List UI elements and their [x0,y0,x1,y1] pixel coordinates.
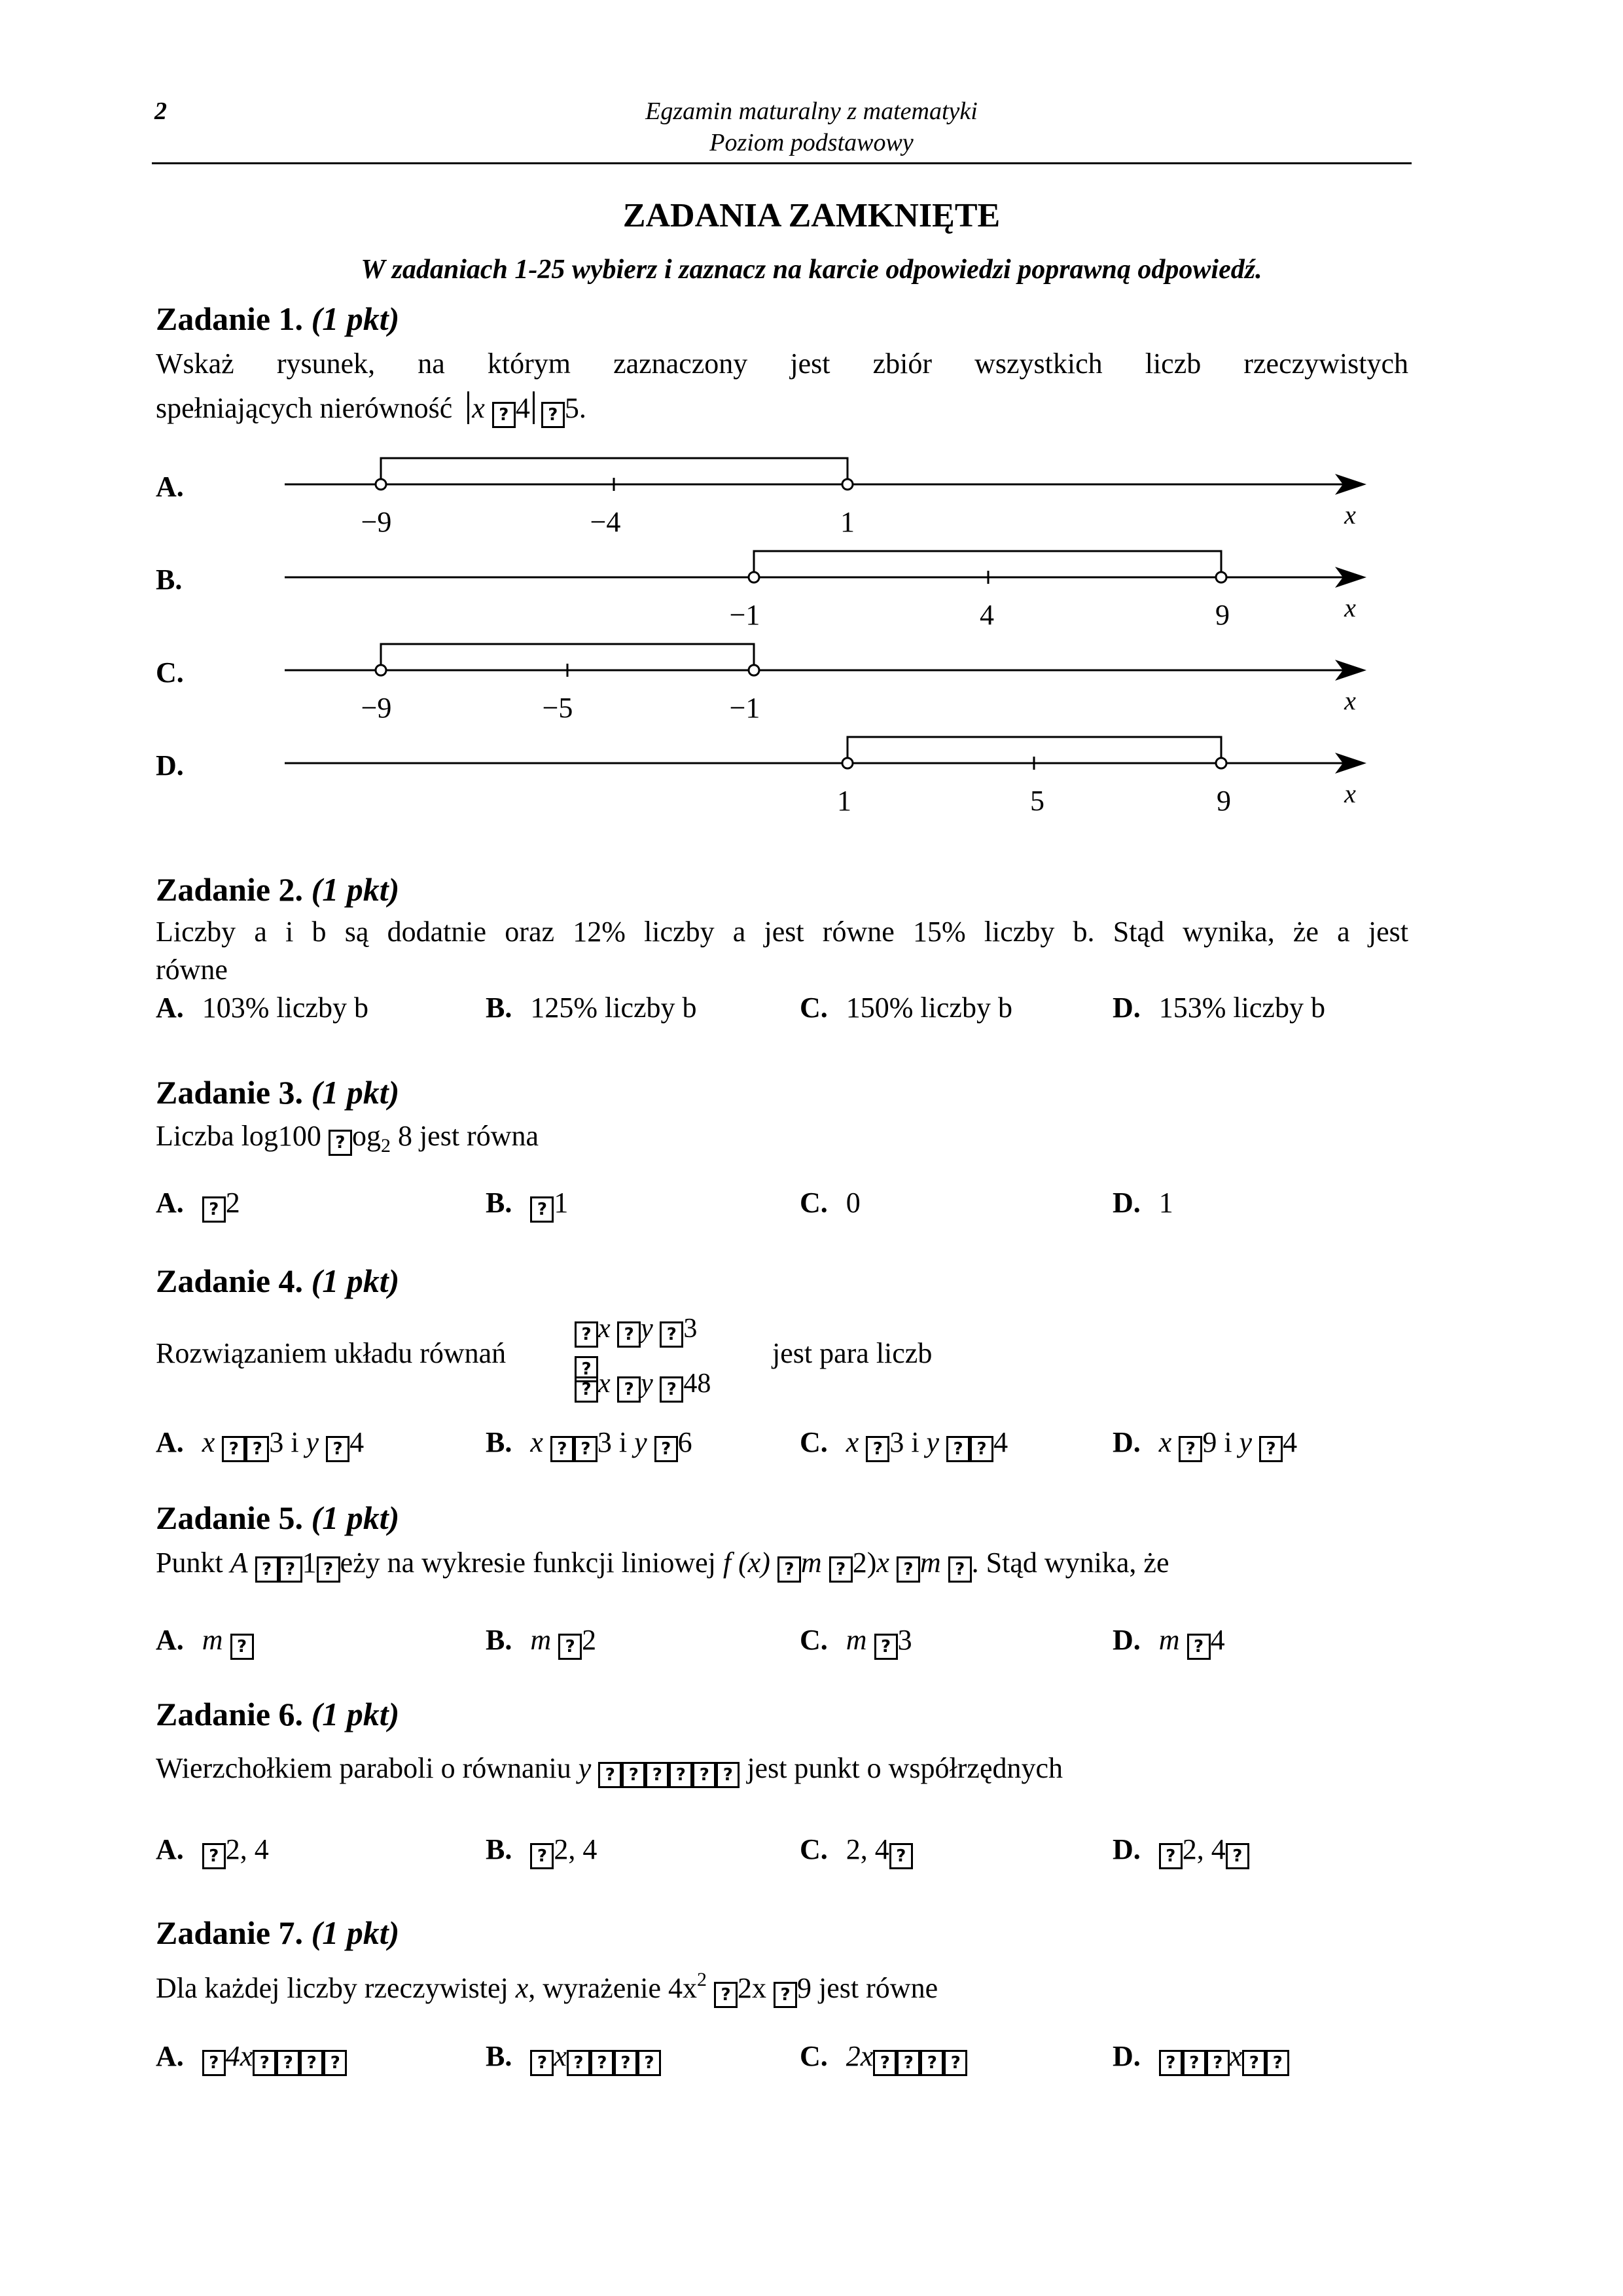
unknown-symbol-icon: ? [866,1436,889,1462]
conj: i [618,1426,628,1458]
unknown-symbol-icon: ? [897,2050,920,2076]
task-5-option-a[interactable] [156,1623,254,1660]
task-5-text-b: eży na wykresie funkcji liniowej [340,1547,716,1579]
abs-bar-right [533,391,535,424]
open-endpoint [749,665,759,675]
option-y: 4 [349,1426,365,1458]
open-endpoint [1216,572,1226,583]
task-1-option-a-label[interactable]: A. [156,471,184,503]
task-1-text-line2 [156,391,586,428]
task-2-text-line1: Liczby a i b są dodatnie oraz 12% liczby a jest równe 15% liczby b. Stąd wynika, że a jest [156,916,1408,948]
task-7-expr-c: 9 [797,1972,812,2004]
task-5-text-c: . Stąd wynika, że [971,1547,1169,1579]
header-title: Egzamin maturalny z matematyki [645,98,978,125]
task-1-heading [156,300,399,338]
task-2-text-line2: równe [156,954,228,986]
task-4-eq2 [575,1368,711,1403]
task-3-heading [156,1073,399,1111]
task-6-option-b[interactable] [486,1833,597,1869]
option-x: 9 [1202,1426,1217,1458]
unknown-symbol-icon: ? [574,1436,597,1462]
axis-var-label: x [1344,500,1356,529]
option-var: m [530,1624,552,1656]
task-6-option-d[interactable] [1113,1833,1249,1869]
task-3-sub: 2 [380,1135,391,1157]
task-5-two: 2 [852,1547,867,1579]
eq-const: 3 [683,1314,698,1344]
tick-label: 9 [1215,599,1230,631]
ineq-d2: 5 [564,392,579,424]
unknown-symbol-icon: ? [660,1321,683,1348]
tick-label: 9 [1217,785,1231,817]
unknown-symbol-icon: ? [617,1376,641,1403]
task-7-text-b: , wyrażenie [528,1972,662,2004]
unknown-symbol-icon: ? [202,1196,226,1223]
option-y: 4 [993,1426,1008,1458]
option-y: 6 [677,1426,692,1458]
unknown-symbol-icon: ? [660,1376,683,1403]
option-value: 0 [846,1187,861,1219]
unknown-symbol-icon: ? [590,2050,614,2076]
eq-var: y [641,1314,653,1344]
conj: i [911,1426,919,1458]
task-6-text-a: Wierzchołkiem paraboli o równaniu [156,1752,571,1784]
option-label: D. [1113,1187,1141,1219]
task-7-option-d[interactable] [1113,2039,1289,2076]
unknown-symbol-icon: ? [614,2050,637,2076]
option-label: B. [486,992,512,1024]
unknown-symbol-icon: ? [230,1634,254,1660]
task-3-text-a: Liczba [156,1120,234,1152]
unknown-symbol-icon: ? [645,1762,669,1788]
task-5-points: (1 pkt) [311,1499,400,1536]
abs-bar-left [467,391,469,424]
task-4-heading [156,1262,399,1300]
open-endpoint [376,479,386,490]
option-label: B. [486,1426,512,1458]
task-6-text-b: jest punkt o współrzędnych [747,1752,1063,1784]
unknown-symbol-icon: ? [575,1356,598,1382]
unknown-symbol-icon: ? [637,2050,661,2076]
unknown-symbol-icon: ? [874,1634,898,1660]
unknown-symbol-icon: ? [300,2050,323,2076]
task-7-heading [156,1914,399,1952]
task-1-option-b-label[interactable]: B. [156,564,183,596]
task-5-option-d[interactable] [1113,1623,1225,1660]
unknown-symbol-icon: ? [317,1556,340,1583]
tick-label: 1 [840,506,855,538]
open-endpoint [1216,758,1226,768]
option-label: A. [156,992,184,1024]
option-label: D. [1113,1426,1141,1458]
unknown-symbol-icon: ? [1266,2050,1289,2076]
task-7-option-b[interactable] [486,2039,661,2076]
task-6-text [156,1751,1063,1788]
unknown-symbol-icon: ? [550,1436,574,1462]
option-y: 4 [1283,1426,1298,1458]
option-label: D. [1113,1624,1141,1656]
axis-var-label: x [1344,779,1356,808]
option-value: 1 [1158,1187,1173,1219]
task-1-option-d-label[interactable]: D. [156,749,184,781]
unknown-symbol-icon: ? [654,1436,678,1462]
task-2-option-d[interactable] [1113,991,1325,1024]
task-7-title: Zadanie 7. [156,1914,304,1951]
task-5-m2: m [919,1547,941,1579]
option-label: C. [800,992,828,1024]
number-line-b[interactable] [285,551,1366,631]
ineq-period: . [579,392,586,424]
task-1-text-lead: spełniających nierówność [156,392,453,424]
task-2-points: (1 pkt) [311,871,400,908]
unknown-symbol-icon: ? [1242,2050,1266,2076]
task-1-title: Zadanie 1. [156,300,304,337]
unknown-symbol-icon: ? [255,1556,279,1583]
unknown-symbol-icon: ? [617,1321,641,1348]
task-4-option-a[interactable]: A. x ? ? 3 i y ? 4 [156,1426,364,1462]
task-7-text-c: jest równe [819,1972,938,2004]
task-3-text-b: log100 [241,1120,321,1152]
option-value: x [554,2040,567,2072]
task-5-point: A [230,1547,248,1579]
task-7-expr-sup: 2 [697,1969,707,1990]
task-3-title: Zadanie 3. [156,1074,304,1111]
task-6-option-c[interactable] [800,1833,913,1869]
tick-label: −5 [542,692,573,724]
task-7-option-a[interactable] [156,2039,347,2076]
task-3-option-a[interactable] [156,1186,240,1223]
unknown-symbol-icon: ? [492,402,516,428]
option-value: 2, 4 [554,1833,597,1865]
option-label: B. [486,1833,512,1865]
option-label: D. [1113,992,1141,1024]
unknown-symbol-icon: ? [1226,1843,1249,1869]
task-5-x: x [876,1547,889,1579]
option-value: 2x [846,2040,874,2072]
ineq-var: x [472,392,485,424]
open-endpoint [842,758,853,768]
task-3-text-c: og [351,1120,381,1152]
number-line-d[interactable] [285,737,1366,817]
conj: i [1224,1426,1232,1458]
option-label: B. [486,1624,512,1656]
unknown-symbol-icon: ? [245,1436,269,1462]
option-value: 150% liczby b [846,992,1012,1024]
unknown-symbol-icon: ? [897,1556,920,1583]
unknown-symbol-icon: ? [970,1436,993,1462]
unknown-symbol-icon: ? [1159,2050,1183,2076]
unknown-symbol-icon: ? [920,2050,944,2076]
task-5-m1: m [800,1547,822,1579]
task-6-points: (1 pkt) [311,1696,400,1732]
option-label: A. [156,1426,184,1458]
unknown-symbol-icon: ? [948,1556,972,1583]
unknown-symbol-icon: ? [1159,1843,1183,1869]
unknown-symbol-icon: ? [575,1321,598,1348]
task-5-text: Punkt A ? ? 1 ? eży na wykresie funkcji liniowej f (x) ? m ? 2)x ? m ? . Stąd wynika, że [156,1546,1169,1583]
task-3-points: (1 pkt) [311,1074,400,1111]
header-divider [152,162,1412,164]
tick-label: −1 [729,599,760,631]
task-5-text-a: Punkt [156,1547,223,1579]
open-endpoint [842,479,853,490]
task-1-text-line1: Wskaż rysunek, na którym zaznaczony jest zbiór wszystkich liczb rzeczywistych [156,348,1408,380]
task-7-text-a: Dla każdej liczby rzeczywistej [156,1972,508,2004]
number-line-a[interactable] [285,458,1366,538]
option-label: C. [800,2040,828,2072]
conj: i [291,1426,299,1458]
task-6-title: Zadanie 6. [156,1696,304,1732]
tick-label: −1 [729,692,760,724]
unknown-symbol-icon: ? [1179,1436,1202,1462]
unknown-symbol-icon: ? [222,1436,245,1462]
unknown-symbol-icon: ? [1259,1436,1283,1462]
option-x: 3 [597,1426,612,1458]
option-value: 2, 4 [846,1833,889,1865]
unknown-symbol-icon: ? [714,1982,738,2008]
unknown-symbol-icon: ? [716,1762,740,1788]
option-label: B. [486,1187,512,1219]
option-label: A. [156,1624,184,1656]
option-label: C. [800,1426,828,1458]
unknown-symbol-icon: ? [329,1130,352,1156]
option-var: m [202,1624,223,1656]
tick-label: −9 [361,506,392,538]
task-4-eq1 [575,1313,697,1348]
task-1-option-c-label[interactable]: C. [156,656,184,689]
unknown-symbol-icon: ? [575,1376,598,1403]
unknown-symbol-icon: ? [202,2050,226,2076]
unknown-symbol-icon: ? [202,1843,226,1869]
task-7-expr-a: 4x [668,1972,698,2004]
option-label: C. [800,1833,828,1865]
number-line-c[interactable] [285,644,1366,724]
unknown-symbol-icon: ? [279,1556,302,1583]
unknown-symbol-icon: ? [1206,2050,1230,2076]
unknown-symbol-icon: ? [541,402,565,428]
task-5-heading [156,1499,399,1537]
task-5-option-b[interactable] [486,1623,596,1660]
unknown-symbol-icon: ? [558,1634,582,1660]
unknown-symbol-icon: ? [530,1843,554,1869]
option-var: m [1158,1624,1180,1656]
unknown-symbol-icon: ? [276,2050,300,2076]
unknown-symbol-icon: ? [253,2050,276,2076]
task-4-option-d[interactable]: D. x ? 9 i y ? 4 [1113,1426,1297,1462]
task-3-option-c[interactable] [800,1186,861,1219]
tick-label: 4 [980,599,994,631]
eq-var: y [641,1369,653,1399]
task-7-option-c[interactable] [800,2039,967,2076]
option-label: D. [1113,1833,1141,1865]
task-4-text-after: jest para liczb [772,1337,933,1369]
unknown-symbol-icon: ? [323,2050,347,2076]
unknown-symbol-icon: ? [1183,2050,1206,2076]
task-7-points: (1 pkt) [311,1914,400,1951]
tick-label: −4 [590,506,621,538]
option-value: x [1229,2040,1243,2072]
task-6-var: y [578,1752,592,1784]
task-1-points: (1 pkt) [311,300,400,337]
task-2-option-a[interactable] [156,991,368,1024]
eq-var: x [598,1369,611,1399]
option-value: 3 [897,1624,912,1656]
unknown-symbol-icon: ? [692,1762,716,1788]
open-endpoint [749,572,759,583]
task-6-option-a[interactable] [156,1833,269,1869]
number-lines-figure [0,432,1623,851]
option-value: 103% liczby b [202,992,368,1024]
axis-var-label: x [1344,593,1356,622]
unknown-symbol-icon: ? [889,1843,913,1869]
task-2-option-c[interactable] [800,991,1012,1024]
option-label: A. [156,1833,184,1865]
section-title: ZADANIA ZAMKNIĘTE [622,197,1001,234]
option-label: D. [1113,2040,1141,2072]
task-5-coord: 1 [302,1547,317,1579]
option-value: 153% liczby b [1158,992,1325,1024]
task-7-text [156,1969,938,2008]
tick-label: 1 [837,785,851,817]
task-4-option-c[interactable]: C. x ? 3 i y ? ? 4 [800,1426,1008,1462]
option-value: 4 [1210,1624,1225,1656]
section-instruction: W zadaniach 1-25 wybierz i zaznacz na karcie odpowiedzi poprawną odpowiedź. [361,255,1262,285]
task-3-option-d[interactable] [1113,1186,1173,1219]
tick-label: −9 [361,692,392,724]
header-subtitle: Poziom podstawowy [709,129,914,156]
option-value: 125% liczby b [530,992,697,1024]
option-label: C. [800,1187,828,1219]
open-endpoint [376,665,386,675]
unknown-symbol-icon: ? [530,2050,554,2076]
axis-var-label: x [1344,686,1356,715]
unknown-symbol-icon: ? [873,2050,897,2076]
option-label: B. [486,2040,512,2072]
task-2-title: Zadanie 2. [156,871,304,908]
unknown-symbol-icon: ? [946,1436,970,1462]
task-2-option-b[interactable] [486,991,697,1024]
option-var: m [846,1624,867,1656]
unknown-symbol-icon: ? [598,1762,622,1788]
option-value: 2, 4 [1182,1833,1226,1865]
unknown-symbol-icon: ? [774,1982,797,2008]
task-5-func: f (x) [722,1547,770,1579]
task-3-text [156,1119,539,1157]
option-label: A. [156,1187,184,1219]
page-number: 2 [154,98,167,125]
task-6-heading [156,1695,399,1733]
option-x: 3 [889,1426,904,1458]
eq-const: 48 [683,1369,711,1399]
task-7-var: x [515,1972,529,2004]
option-label: A. [156,2040,184,2072]
ineq-d1: 4 [515,392,530,424]
option-value: 2 [225,1187,240,1219]
eq-var: x [598,1314,611,1344]
option-x: 3 [269,1426,284,1458]
option-value: 2 [582,1624,597,1656]
task-3-option-b[interactable] [486,1186,568,1223]
unknown-symbol-icon: ? [530,1196,554,1223]
unknown-symbol-icon: ? [622,1762,645,1788]
task-4-option-b[interactable]: B. x ? ? 3 i y ? 6 [486,1426,692,1462]
unknown-symbol-icon: ? [944,2050,967,2076]
task-3-text-e: jest równa [419,1120,539,1152]
unknown-symbol-icon: ? [829,1556,853,1583]
unknown-symbol-icon: ? [567,2050,590,2076]
option-value: 4x [225,2040,253,2072]
task-4-text-before: Rozwiązaniem układu równań [156,1337,507,1369]
task-5-title: Zadanie 5. [156,1499,304,1536]
unknown-symbol-icon: ? [669,1762,692,1788]
task-5-option-c[interactable] [800,1623,912,1660]
option-label: C. [800,1624,828,1656]
task-3-text-d: 8 [397,1120,412,1152]
task-7-expr-b: 2x [738,1972,767,2004]
task-4-title: Zadanie 4. [156,1263,304,1299]
tick-label: 5 [1030,785,1044,817]
unknown-symbol-icon: ? [777,1556,801,1583]
option-value: 2, 4 [225,1833,269,1865]
unknown-symbol-icon: ? [1187,1634,1211,1660]
task-4-points: (1 pkt) [311,1263,400,1299]
task-2-heading [156,870,399,908]
unknown-symbol-icon: ? [326,1436,349,1462]
option-value: 1 [554,1187,569,1219]
